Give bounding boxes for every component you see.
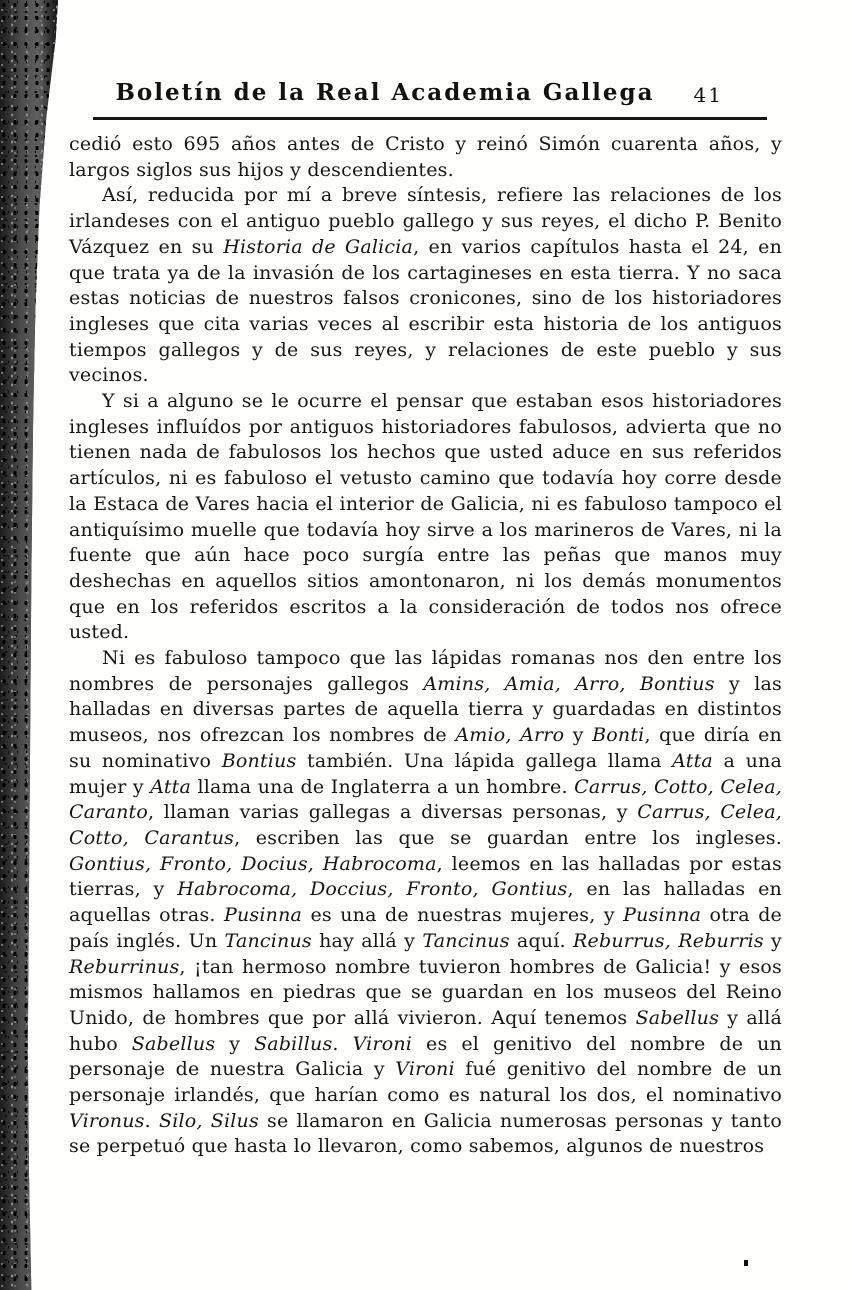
- journal-title: Boletín de la Real Academia Gallega: [115, 79, 655, 106]
- ink-speck: [744, 1260, 748, 1266]
- paragraph: Ni es fabuloso tampoco que las lápidas romanas nos den entre los nombres de personajes gallegos Amins, Amia, Arro, Bontius y las halladas en diversas partes de aquella tierra y guardadas en distintos museos, nos ofrezcan los nombres de Amio, Arro y Bonti, que diría en su nominativo Bontius también. Una lápida gallega llama Atta a una mujer y Atta llama una de Inglaterra a un hombre. Carrus, Cotto, Celea, Caranto, llaman varias gallegas a diversas personas, y Carrus, Celea, Cotto, Carantus, escriben las que se guardan entre los ingleses. Gontius, Fronto, Docius, Habrocoma, leemos en las halladas por estas tierras, y Habrocoma, Doccius, Fronto, Gontius, en las halladas en aquellas otras. Pusinna es una de nuestras mujeres, y Pusinna otra de país inglés. Un Tancinus hay allá y Tancinus aquí. Reburrus, Reburris y Reburrinus, ¡tan hermoso nombre tuvieron hombres de Galicia! y esos mismos hallamos en piedras que se guardan en los museos del Reino Unido, de hombres que por allá vivieron. Aquí tenemos Sabellus y allá hubo Sabellus y Sabillus. Vironi es el genitivo del nombre de un personaje de nuestra Galicia y Vironi fué genitivo del nombre de un personaje irlandés, que harían como es natural los dos, el nominativo Vironus. Silo, Silus se llamaron en Galicia numerosas personas y tanto se perpetuó que hasta lo llevaron, como sabemos, algunos de nuestros: [69, 647, 783, 1158]
- page-number: 41: [693, 83, 723, 107]
- page-header: [95, 79, 765, 113]
- header-rule: [93, 117, 767, 120]
- paragraph: Así, reducida por mí a breve síntesis, refiere las relaciones de los irlandeses con el antiguo pueblo gallego y sus reyes, el dicho P. Benito Vázquez en su Historia de Galicia, en varios capítulos hasta el 24, en que trata ya de la invasión de los cartagineses en esta tierra. Y no saca estas noticias de nuestros falsos cronicones, sino de los historiadores ingleses que cita varias veces al escribir esta historia de los antiguos tiempos gallegos y de sus reyes, y relaciones de este pueblo y sus vecinos.: [69, 184, 782, 387]
- text-block: [69, 132, 782, 1160]
- binding-edge: [0, 0, 58, 1290]
- paragraph: Y si a alguno se le ocurre el pensar que estaban esos historiadores ingleses influídos por antiguos historiadores fabulosos, advierta que no tienen nada de fabulosos los hechos que usted aduce en sus referidos artículos, ni es fabuloso el vetusto camino que todavía hoy corre desde la Estaca de Vares hacia el interior de Galicia, ni es fabuloso tampoco el antiquísimo muelle que todavía hoy sirve a los marineros de Vares, ni la fuente que aún hace poco surgía entre las peñas que manos muy deshechas en aquellos sitios amontonaron, ni los demás monumentos que en los referidos escritos a la consideración de todos nos ofrece usted.: [69, 390, 782, 644]
- paragraph: cedió esto 695 años antes de Cristo y reinó Simón cuarenta años, y largos siglos sus hijos y descendientes.: [69, 133, 782, 181]
